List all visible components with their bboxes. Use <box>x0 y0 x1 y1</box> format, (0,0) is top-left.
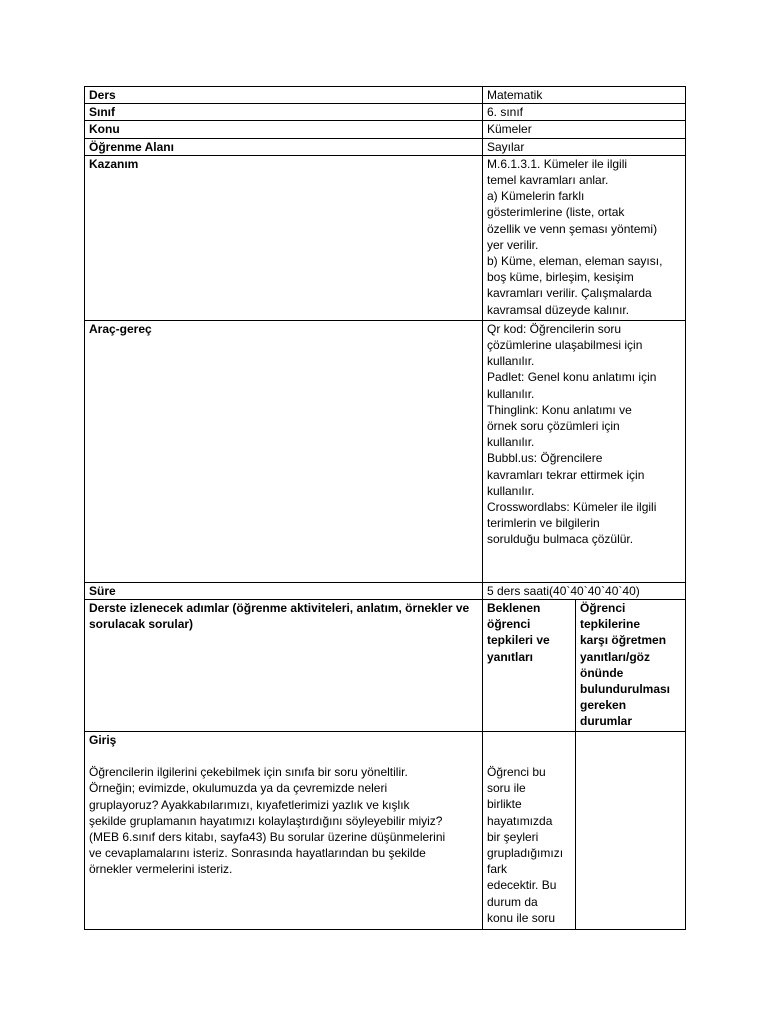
arac-gerec-line: örnek soru çözümleri için <box>487 419 620 434</box>
label-sinif: Sınıf <box>85 104 483 121</box>
arac-gerec-line: Bubbl.us: Öğrencilere <box>487 451 603 466</box>
arac-gerec-line: çözümlerine ulaşabilmesi için <box>487 338 643 353</box>
value-arac-gerec <box>483 320 686 582</box>
giris-line: ve cevaplamalarını isteriz. Sonrasında hayatlarından bu şekilde <box>89 846 426 861</box>
giris-heading: Giriş <box>89 733 117 748</box>
row-kazanim <box>85 155 686 320</box>
kazanim-line: gösterimlerine (liste, ortak <box>487 205 625 220</box>
arac-gerec-line: kavramları tekrar ettirmek için <box>487 467 645 482</box>
header-beklenen-tepkiler <box>483 600 576 732</box>
label-ogrenme-alani: Öğrenme Alanı <box>85 138 483 155</box>
giris-beklenen-line: bir şeyleri <box>487 829 539 844</box>
giris-cell <box>85 732 483 930</box>
row-arac-gerec <box>85 320 686 582</box>
label-ders: Ders <box>85 87 483 104</box>
arac-gerec-line: Crosswordlabs: Kümeler ile ilgili <box>487 500 657 515</box>
kazanim-line: yer verilir. <box>487 237 539 252</box>
row-adimlar-header <box>85 600 686 732</box>
header-ogretmen-yanitlari <box>576 600 686 732</box>
ogretmen-line: gereken <box>580 698 627 713</box>
giris-beklenen-line: soru ile <box>487 781 526 796</box>
beklenen-line: Beklenen <box>487 601 541 616</box>
value-sinif: 6. sınıf <box>483 104 686 121</box>
giris-line: şekilde gruplamanın hayatımızı kolaylaştırdığını söyleyebilir miyiz? <box>89 813 443 828</box>
arac-gerec-line: Thinglink: Konu anlatımı ve <box>487 402 632 417</box>
label-adimlar: Derste izlenecek adımlar (öğrenme aktiviteleri, anlatım, örnekler ve sorulacak sorular) <box>85 600 483 732</box>
arac-gerec-line: terimlerin ve bilgilerin <box>487 516 600 531</box>
giris-beklenen-line: grupladığımızı <box>487 846 564 861</box>
beklenen-line: öğrenci <box>487 617 531 632</box>
kazanim-line: kavramsal düzeyde kalınır. <box>487 302 630 317</box>
arac-gerec-line: kullanılır. <box>487 354 535 369</box>
kazanim-line: özellik ve venn şeması yöntemi) <box>487 221 658 236</box>
giris-beklenen-spacer <box>487 732 571 748</box>
value-kazanim <box>483 155 686 320</box>
lesson-plan-table <box>84 86 686 930</box>
ogretmen-line: durumlar <box>580 714 633 729</box>
arac-gerec-line: kullanılır. <box>487 435 535 450</box>
row-ders <box>85 87 686 104</box>
label-arac-gerec: Araç-gereç <box>85 320 483 582</box>
arac-gerec-line: Padlet: Genel konu anlatımı için <box>487 370 657 385</box>
row-sinif <box>85 104 686 121</box>
giris-beklenen-line: konu ile soru <box>487 910 556 925</box>
arac-gerec-line: kullanılır. <box>487 483 535 498</box>
value-ogrenme-alani: Sayılar <box>483 138 686 155</box>
value-konu: Kümeler <box>483 121 686 138</box>
giris-beklenen-spacer <box>487 748 571 764</box>
giris-beklenen-line: fark <box>487 862 508 877</box>
row-giris <box>85 732 686 930</box>
label-konu: Konu <box>85 121 483 138</box>
ogretmen-line: karşı öğretmen <box>580 633 667 648</box>
ogretmen-line: önünde <box>580 665 624 680</box>
kazanim-line: temel kavramları anlar. <box>487 173 609 188</box>
row-konu <box>85 121 686 138</box>
giris-line: Öğrencilerin ilgilerini çekebilmek için sınıfa bir soru yöneltilir. <box>89 765 408 780</box>
giris-beklenen-line: edecektir. Bu <box>487 878 557 893</box>
giris-beklenen-line: birlikte <box>487 797 522 812</box>
ogretmen-line: Öğrenci <box>580 601 626 616</box>
giris-beklenen-line: durum da <box>487 894 538 909</box>
kazanim-line: a) Kümelerin farklı <box>487 189 585 204</box>
giris-line: Örneğin; evimizde, okulumuzda ya da çevremizde neleri <box>89 781 388 796</box>
row-sure <box>85 582 686 599</box>
giris-beklenen-cell <box>483 732 576 930</box>
ogretmen-line: bulundurulması <box>580 682 670 697</box>
giris-line: gruplayoruz? Ayakkabılarımızı, kıyafetlerimizi yazlık ve kışlık <box>89 797 410 812</box>
giris-line: (MEB 6.sınıf ders kitabı, sayfa43) Bu sorular üzerine düşünmelerini <box>89 830 446 845</box>
lesson-plan-document <box>84 86 685 930</box>
ogretmen-line: tepkilerine <box>580 617 641 632</box>
giris-beklenen-line: Öğrenci bu <box>487 765 546 780</box>
beklenen-line: yanıtları <box>487 649 534 664</box>
ogretmen-line: yanıtları/göz <box>580 649 651 664</box>
giris-beklenen-line: hayatımızda <box>487 813 553 828</box>
giris-spacer <box>89 748 478 764</box>
kazanim-line: boş küme, birleşim, kesişim <box>487 270 634 285</box>
arac-gerec-line: sorulduğu bulmaca çözülür. <box>487 532 634 547</box>
label-sure: Süre <box>85 582 483 599</box>
giris-ogretmen-cell <box>576 732 686 930</box>
giris-line: örnekler vermelerini isteriz. <box>89 862 233 877</box>
kazanim-line: b) Küme, eleman, eleman sayısı, <box>487 254 663 269</box>
value-ders: Matematik <box>483 87 686 104</box>
value-sure: 5 ders saati(40`40`40`40`40) <box>483 582 686 599</box>
arac-gerec-line: Qr kod: Öğrencilerin soru <box>487 321 622 336</box>
beklenen-line: tepkileri ve <box>487 633 550 648</box>
row-ogrenme-alani <box>85 138 686 155</box>
kazanim-line: M.6.1.3.1. Kümeler ile ilgili <box>487 156 628 171</box>
kazanim-line: kavramları verilir. Çalışmalarda <box>487 286 652 301</box>
label-kazanim: Kazanım <box>85 155 483 320</box>
arac-gerec-line: kullanılır. <box>487 386 535 401</box>
